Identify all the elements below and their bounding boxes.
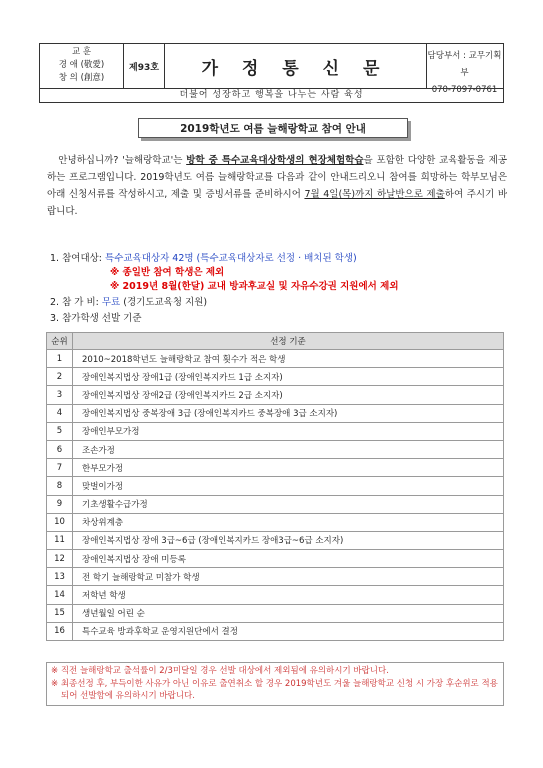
rank-cell: 14 [47,586,73,604]
criteria-cell: 전 학기 늘해랑학교 미참가 학생 [73,568,504,586]
selection-criteria-table [46,332,504,641]
table-row [47,404,504,422]
table-row [47,513,504,531]
criteria-cell: 맞벌이가정 [73,477,504,495]
table-row [47,368,504,386]
issue-number: 제93호 [124,44,165,88]
table-row [47,477,504,495]
table-row [47,550,504,568]
rank-cell: 2 [47,368,73,386]
school-motto [40,44,124,88]
table-row [47,495,504,513]
criteria-cell: 장애인복지법상 장애 미등록 [73,550,504,568]
intro-text: 안녕하십니까? '늘해랑학교'는 [58,155,187,166]
department: 담당부서 : 교무기획부 [427,51,502,78]
criteria-cell: 장애인복지법상 장애 3급~6급 (장애인복지카드 장애3급~6급 소지자) [73,531,504,549]
motto-line: 교 훈 [71,47,92,57]
table-row [47,586,504,604]
criteria-cell: 특수교육 방과후학교 운영지원단에서 결정 [73,622,504,640]
criteria-cell: 장애인복지법상 중복장애 3급 (장애인복지카드 중복장애 3급 소지자) [73,404,504,422]
rank-cell: 13 [47,568,73,586]
item-value: 특수교육대상자 42명 (특수교육대상자로 선정 · 배치된 학생) [105,253,357,264]
rank-cell: 15 [47,604,73,622]
table-row [47,604,504,622]
rank-cell: 1 [47,350,73,368]
rank-cell: 8 [47,477,73,495]
table-row [47,459,504,477]
item-value: 무료 [101,297,121,308]
intro-paragraph [47,152,507,220]
criteria-cell: 장애인복지법상 장애1급 (장애인복지카드 1급 소지자) [73,368,504,386]
table-header-row [47,333,504,350]
rank-cell: 3 [47,386,73,404]
newsletter-title: 가 정 통 신 문 [164,44,427,88]
rank-cell: 10 [47,513,73,531]
item-1-note: ※ 종일반 참여 학생은 제외 [110,267,225,278]
criteria-cell: 장애인부모가정 [73,422,504,440]
item-label: 2. 참 가 비: [50,297,102,308]
department-info [426,44,503,95]
rank-cell: 7 [47,459,73,477]
phone: 070-7097-0761 [431,85,498,95]
rank-cell: 5 [47,422,73,440]
note: ※ 직전 늘해랑학교 출석률이 2/3미달일 경우 선발 대상에서 제외됨에 유의하시기 바랍니다. [51,666,389,676]
intro-deadline: 7월 4일(목)까지 하날반으로 제출 [304,189,445,200]
notice-title: 2019학년도 여름 늘해랑학교 참여 안내 [138,118,408,138]
criteria-cell: 차상위계층 [73,513,504,531]
slogan: 더불어 성장하고 행복을 나누는 사람 육성 [39,88,504,103]
rank-cell: 4 [47,404,73,422]
rank-cell: 9 [47,495,73,513]
item-1-note: ※ 2019년 8월(한달) 교내 방과후교실 및 자유수강권 지원에서 제외 [110,281,399,292]
motto-line: 경 애 (敬愛) [58,60,105,70]
table-row [47,386,504,404]
criteria-cell: 장애인복지법상 장애2급 (장애인복지카드 2급 소지자) [73,386,504,404]
criteria-cell: 조손가정 [73,440,504,458]
table-row [47,622,504,640]
intro-text: 을 포함한 다양한 교육활동을 제공하는 프로그램입니다. 2019학년도 여름 늘해랑학교를 다음과 같이 안내드리오니 참여를 희망하는 학부모님은 아래 신청서류를 작성하시고, 제출 및 증빙서류를 준비하시어 [47,155,508,200]
table-row [47,350,504,368]
item-2 [50,296,207,310]
note: ※ 최종선정 후, 부득이한 사유가 아닌 이유로 출연취소 할 경우 2019학년도 겨울 늘해랑학교 신청 시 가장 후순위로 적용되어 선발함에 유의하시기 바랍니다. [51,678,498,701]
criteria-cell: 기초생활수급가정 [73,495,504,513]
criteria-cell: 저학년 학생 [73,586,504,604]
rank-cell: 11 [47,531,73,549]
table-row [47,422,504,440]
rank-cell: 6 [47,440,73,458]
item-extra: (경기도교육청 지원) [120,297,208,308]
intro-emphasis: 방학 중 특수교육대상학생의 현장체험학습 [186,155,364,166]
rank-cell: 16 [47,622,73,640]
item-label: 1. 참여대상: [50,253,106,264]
header-criteria: 선정 기준 [73,333,504,350]
rank-cell: 12 [47,550,73,568]
motto-line: 창 의 (創意) [58,73,105,83]
item-1 [50,252,357,266]
criteria-cell: 한부모가정 [73,459,504,477]
notes-box [46,662,504,706]
header-rank: 순위 [47,333,73,350]
table-row [47,440,504,458]
item-3: 3. 참가학생 선발 기준 [50,313,142,324]
criteria-cell: 2010~2018학년도 늘해랑학교 참여 횟수가 적은 학생 [73,350,504,368]
criteria-cell: 생년월일 어린 순 [73,604,504,622]
table-row [47,568,504,586]
intro-text: 하여 주시기 바랍니다. [47,189,508,217]
table-row [47,531,504,549]
